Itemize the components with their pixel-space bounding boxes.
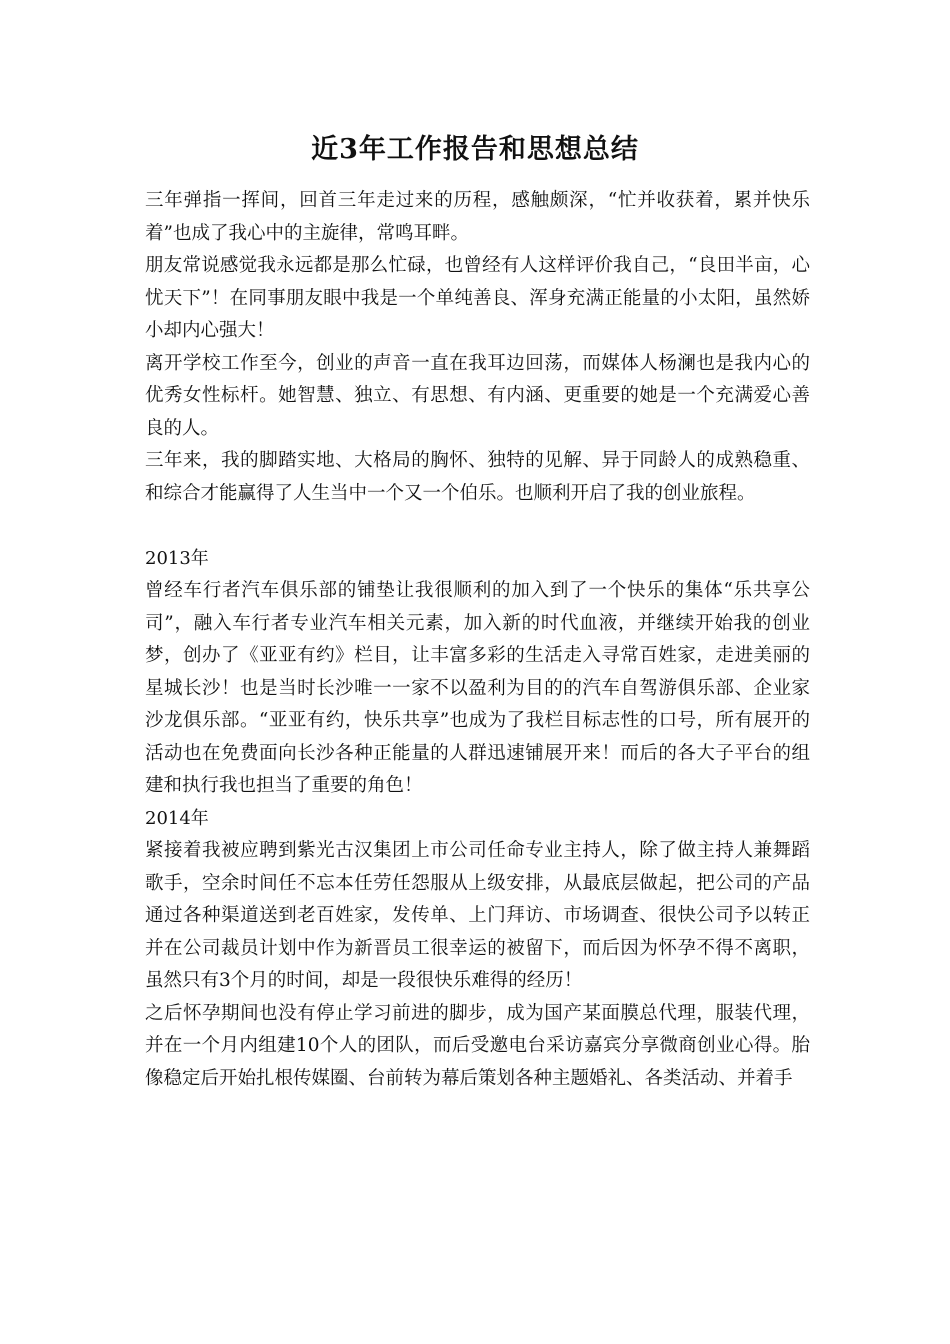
section-year-2013: 2013年 <box>145 547 209 569</box>
section-2014-paragraph-1: 紧接着我被应聘到紫光古汉集团上市公司任命专业主持人，除了做主持人兼舞蹈歌手，空余时间任不忘本任劳任怨服从上级安排，从最底层做起，把公司的产品通过各种渠道送到老百姓家，发传单、上门拜访、市场调查、很快公司予以转正并在公司裁员计划中作为新晋员工很幸运的被留下，而后因为怀孕不得不离职，虽然只有3个月的时间，却是一段很快乐难得的经历！ <box>145 840 810 991</box>
page-title: 近3年工作报告和思想总结 <box>311 134 639 165</box>
section-year-2014: 2014年 <box>145 807 209 829</box>
document-body <box>145 185 810 1095</box>
intro-paragraph-4: 三年来，我的脚踏实地、大格局的胸怀、独特的见解、异于同龄人的成熟稳重、和综合才能赢得了人生当中一个又一个伯乐。也顺利开启了我的创业旅程。 <box>145 450 810 504</box>
intro-paragraph-3: 离开学校工作至今，创业的声音一直在我耳边回荡，而媒体人杨澜也是我内心的优秀女性标杆。她智慧、独立、有思想、有内涵、更重要的她是一个充满爱心善良的人。 <box>145 352 810 439</box>
blank-line <box>145 510 810 543</box>
intro-paragraph-2: 朋友常说感觉我永远都是那么忙碌，也曾经有人这样评价我自己，“良田半亩，心忧天下”！在同事朋友眼中我是一个单纯善良、浑身充满正能量的小太阳，虽然娇小却内心强大！ <box>145 255 810 341</box>
section-2014-paragraph-2: 之后怀孕期间也没有停止学习前进的脚步，成为国产某面膜总代理，服装代理，并在一个月内组建10个人的团队，而后受邀电台采访嘉宾分享微商创业心得。胎像稳定后开始扎根传媒圈、台前转为幕后策划各种主题婚礼、各类活动、并着手 <box>145 1002 810 1089</box>
intro-paragraph-1: 三年弹指一挥间，回首三年走过来的历程，感触颇深，“忙并收获着，累并快乐着”也成了我心中的主旋律，常鸣耳畔。 <box>145 190 810 244</box>
section-2013-paragraph-1: 曾经车行者汽车俱乐部的铺垫让我很顺利的加入到了一个快乐的集体“乐共享公司”，融入车行者专业汽车相关元素，加入新的时代血液，并继续开始我的创业梦，创办了《亚亚有约》栏目，让丰富多彩的生活走入寻常百姓家，走进美丽的星城长沙！也是当时长沙唯一一家不以盈利为目的的汽车自驾游俱乐部、企业家沙龙俱乐部。“亚亚有约，快乐共享”也成为了我栏目标志性的口号，所有展开的活动也在免费面向长沙各种正能量的人群迅速铺展开来！而后的各大子平台的组建和执行我也担当了重要的角色！ <box>145 580 810 796</box>
